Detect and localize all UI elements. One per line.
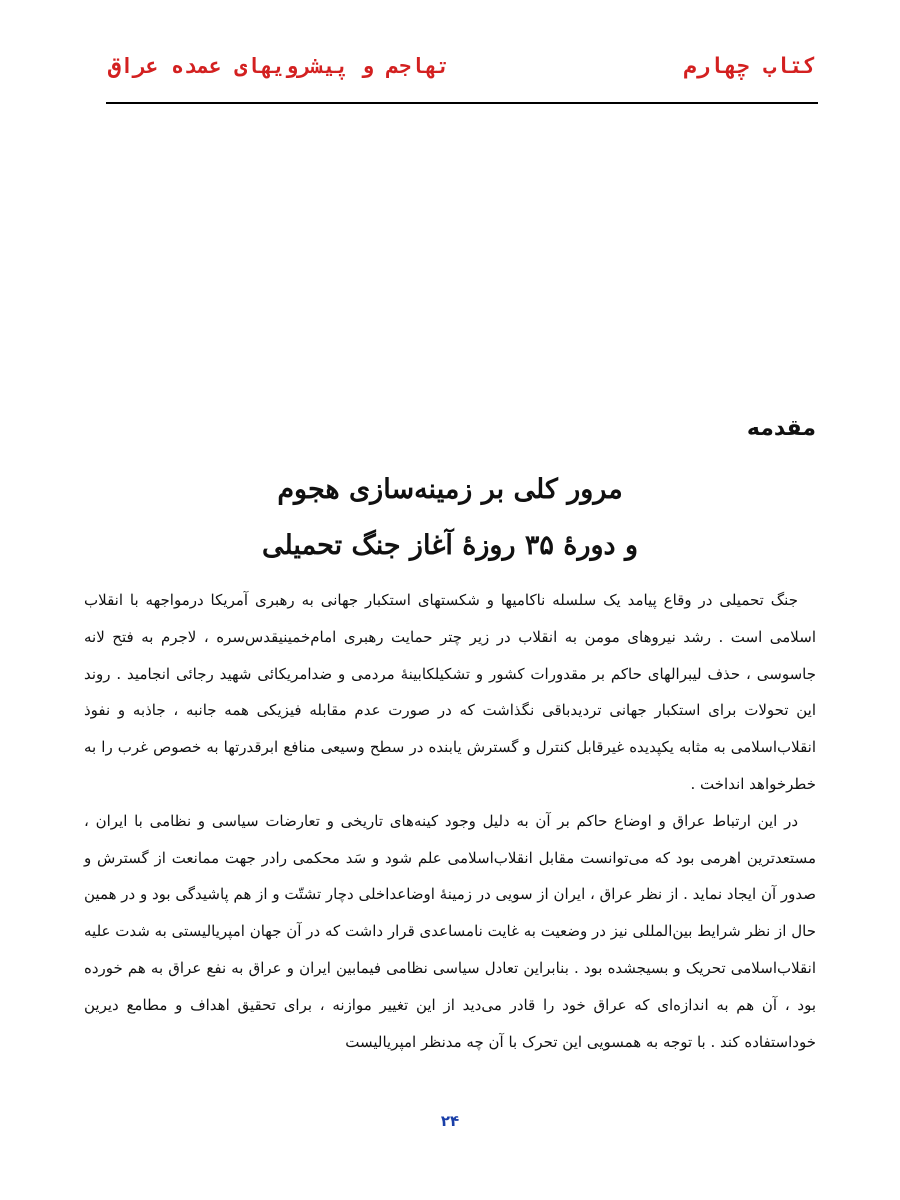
body-text <box>84 582 816 1060</box>
page-number: ۲۴ <box>440 1112 460 1130</box>
header-running-title: تهاجم و پیشرویهای عمده عراق <box>108 54 450 78</box>
page-header <box>108 54 816 90</box>
header-book-label: کتاب چهارم <box>683 54 816 79</box>
page-title-line-1: مرور کلی بر زمینه‌سازی هجوم <box>277 474 623 505</box>
paragraph: در این ارتباط عراق و اوضاع حاکم بر آن به دلیل وجود کینه‌های تاریخی و تعارضات سیاسی و نظامی با ایران ، مستعدترین اهرمی بود که می‌توانست مقابل انقلاب‌اسلامی علم شود و سَد محکمی رادر جهت ممانعت از گسترش و صدور آن ایجاد نماید . از نظر عراق ، ایران از سویی در زمینۀ اوضاعداخلی دچار تشتّت و از هم پاشیدگی بود و در همین حال از نظر شرایط بین‌المللی نیز در وضعیت به غایت نامساعدی قرار داشت که در آن جهان امپریالیستی به شدت علیه انقلاب‌اسلامی تحریک و بسیجشده بود . بنابراین تعادل سیاسی نظامی فیمابین ایران و عراق به نفع عراق به هم خورده بود ، آن هم به اندازه‌ای که عراق خود را قادر می‌دید از این تغییر موازنه ، برای تحقیق اهداف و مطامع دیرین خوداستفاده کند . با توجه به همسویی این تحرک با آن چه مدنظر امپریالیست <box>84 811 816 1051</box>
section-heading: مقدمه <box>746 416 816 441</box>
page-title-line-2: و دورۀ ۳۵ روزۀ آغاز جنگ تحمیلی <box>261 530 638 561</box>
header-divider <box>106 102 818 104</box>
paragraph: جنگ تحمیلی در وقاع پیامد یک سلسله ناکامیها و شکستهای استکبار جهانی به رهبری آمریکا درمواجهه با انقلاب اسلامی است . رشد نیروهای مومن به انقلاب در زیر چتر حمایت رهبری امام‌خمینیقدس‌سره ، لاجرم به فتح لانه جاسوسی ، حذف لیبرالهای حاکم بر مقدورات کشور و تشکیلکابینۀ مردمی و ضدامریکائی شهید رجائی انجامید . روند این تحولات برای استکبار جهانی تردیدباقی نگذاشت که در صورت عدم مقابله فیزیکی همه جانبه ، جاذبه و نفوذ انقلاب‌اسلامی به مثابه یکپدیده غیرقابل کنترل و گسترش یابنده در سطح وسیعی منافع ابرقدرتها به خصوص غرب را به خطرخواهد انداخت . <box>84 591 816 793</box>
